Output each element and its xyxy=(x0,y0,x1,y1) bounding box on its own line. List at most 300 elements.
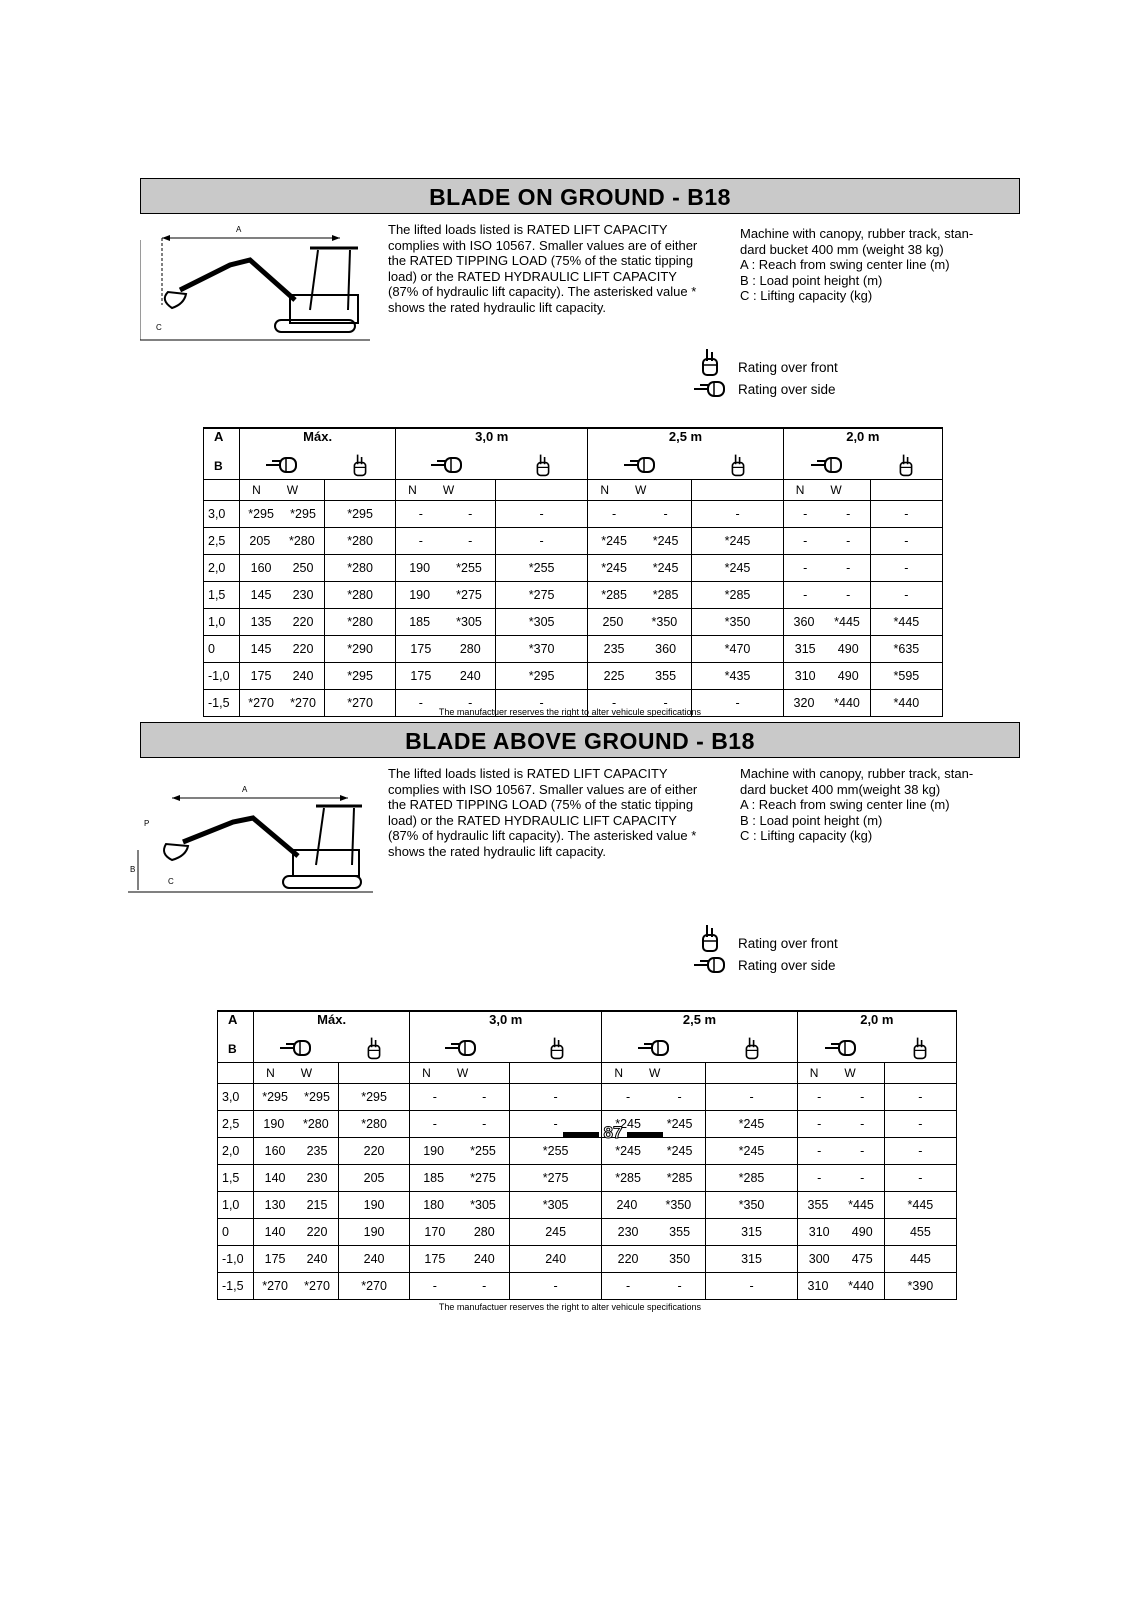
capacity-side-pair xyxy=(797,1138,884,1165)
header-max: Máx. xyxy=(240,428,396,453)
capacity-w: 220 xyxy=(292,642,314,656)
capacity-n: - xyxy=(803,507,808,521)
capacity-w: 360 xyxy=(655,642,677,656)
capacity-front: *255 xyxy=(495,555,587,582)
table-row xyxy=(204,609,943,636)
capacity-side-pair xyxy=(254,1084,339,1111)
capacity-front: 190 xyxy=(339,1192,410,1219)
capacity-n: 190 xyxy=(423,1144,445,1158)
rating-front-icon xyxy=(690,351,730,373)
capacity-w: 235 xyxy=(306,1144,328,1158)
capacity-n: *245 xyxy=(615,1144,641,1158)
capacity-front: *295 xyxy=(495,663,587,690)
header-b: B xyxy=(218,1036,254,1063)
capacity-w: - xyxy=(846,507,851,521)
capacity-n: 175 xyxy=(424,1252,446,1266)
capacity-side-pair xyxy=(783,555,870,582)
capacity-w: *295 xyxy=(290,507,316,521)
load-height: 1,5 xyxy=(218,1165,254,1192)
rating-front-icon xyxy=(349,453,371,480)
capacity-n: 135 xyxy=(250,615,272,629)
capacity-front: - xyxy=(706,1273,797,1300)
capacity-front: - xyxy=(692,501,783,528)
capacity-front: - xyxy=(509,1084,601,1111)
rating-side-icon xyxy=(636,1038,672,1061)
capacity-n: 310 xyxy=(808,1225,830,1239)
n-label: N xyxy=(266,1066,275,1080)
capacity-side-pair xyxy=(254,1246,339,1273)
w-label: W xyxy=(830,483,842,497)
header-icons-max xyxy=(254,1036,410,1063)
load-height: 1,0 xyxy=(204,609,240,636)
w-label: W xyxy=(286,483,299,497)
load-height: 0 xyxy=(218,1219,254,1246)
capacity-w: *275 xyxy=(456,588,482,602)
capacity-w: - xyxy=(482,1279,487,1293)
capacity-front: *285 xyxy=(692,582,783,609)
capacity-n: 175 xyxy=(410,642,432,656)
capacity-side-pair xyxy=(254,1219,339,1246)
load-height: 3,0 xyxy=(204,501,240,528)
capacity-n: 310 xyxy=(807,1279,829,1293)
capacity-front: *390 xyxy=(884,1273,956,1300)
capacity-n: 175 xyxy=(410,669,432,683)
header-2m: 2,0 m xyxy=(797,1011,956,1036)
w-label: W xyxy=(649,1066,661,1080)
label-b: B xyxy=(130,865,136,874)
capacity-n: 235 xyxy=(603,642,625,656)
capacity-w: 280 xyxy=(473,1225,495,1239)
capacity-front: - xyxy=(870,582,942,609)
load-height: 2,0 xyxy=(218,1138,254,1165)
capacity-n: - xyxy=(612,507,617,521)
machine-description: Machine with canopy, rubber track, stan- dard bucket 400 mm(weight 38 kg) A : Reach from swing center line (m) B : Load point height (m) C : Lifting capacity (kg) xyxy=(740,766,974,843)
capacity-w: 215 xyxy=(306,1198,328,1212)
legend-front xyxy=(690,347,838,377)
footnote-specifications: The manufactuer reserves the right to alter vehicule specifications xyxy=(438,1302,702,1312)
capacity-side-pair xyxy=(588,555,692,582)
capacity-n: 205 xyxy=(249,534,271,548)
capacity-w: 250 xyxy=(292,561,314,575)
capacity-n: 190 xyxy=(409,561,431,575)
rating-side-icon xyxy=(264,455,300,478)
capacity-n: 300 xyxy=(808,1252,830,1266)
capacity-side-pair xyxy=(240,582,325,609)
capacity-side-pair xyxy=(396,501,496,528)
rating-side-icon xyxy=(690,954,730,976)
lift-capacity-description: The lifted loads listed is RATED LIFT CAPACITY complies with ISO 10567. Smaller values are of either the RATED TIPPING LOAD (75% of the static tipping load) or the RATED HYDRAULIC LIFT CAPACITY (87% of hydraulic lift capacity). The asterisked value * shows the rated hydraulic lift capacity. xyxy=(388,222,698,315)
capacity-side-pair xyxy=(797,1084,884,1111)
capacity-side-pair xyxy=(396,555,496,582)
capacity-side-pair xyxy=(254,1111,339,1138)
capacity-front: *245 xyxy=(692,555,783,582)
capacity-side-pair xyxy=(783,501,870,528)
capacity-side-pair xyxy=(240,690,325,717)
capacity-n: 250 xyxy=(602,615,624,629)
capacity-w: - xyxy=(846,534,851,548)
capacity-w: *275 xyxy=(470,1171,496,1185)
capacity-front: *635 xyxy=(870,636,942,663)
rating-legend xyxy=(690,347,838,401)
table-row xyxy=(204,636,943,663)
capacity-front: - xyxy=(495,528,587,555)
capacity-front: - xyxy=(870,501,942,528)
capacity-w: - xyxy=(846,561,851,575)
capacity-n: - xyxy=(803,534,808,548)
capacity-w: - xyxy=(482,1117,487,1131)
capacity-w: *295 xyxy=(304,1090,330,1104)
capacity-side-pair xyxy=(410,1246,510,1273)
nw-header-2-5m xyxy=(602,1063,706,1084)
n-label: N xyxy=(600,483,609,497)
nw-header-2m xyxy=(797,1063,884,1084)
load-height: -1,5 xyxy=(204,690,240,717)
rating-front-icon xyxy=(741,1036,763,1063)
header-icons-2m xyxy=(783,453,942,480)
capacity-front: *350 xyxy=(706,1192,797,1219)
capacity-n: *295 xyxy=(262,1090,288,1104)
capacity-front: 220 xyxy=(339,1138,410,1165)
capacity-n: 145 xyxy=(250,642,272,656)
load-height: -1,5 xyxy=(218,1273,254,1300)
capacity-n: *245 xyxy=(601,534,627,548)
table-row xyxy=(204,555,943,582)
capacity-front: - xyxy=(884,1165,956,1192)
capacity-w: *280 xyxy=(302,1117,329,1131)
capacity-side-pair xyxy=(254,1192,339,1219)
capacity-side-pair xyxy=(797,1219,884,1246)
capacity-w: - xyxy=(860,1090,865,1104)
capacity-n: - xyxy=(612,696,617,710)
capacity-n: 160 xyxy=(250,561,272,575)
table-row xyxy=(218,1084,957,1111)
capacity-w: *350 xyxy=(665,1198,692,1212)
load-height: 2,5 xyxy=(204,528,240,555)
capacity-n: *285 xyxy=(601,588,627,602)
w-label: W xyxy=(844,1066,856,1080)
header-2-5m: 2,5 m xyxy=(602,1011,797,1036)
rating-front-icon xyxy=(363,1036,385,1063)
header-icons-2-5m xyxy=(602,1036,797,1063)
capacity-w: 355 xyxy=(655,669,677,683)
capacity-n: *295 xyxy=(248,507,274,521)
capacity-front: - xyxy=(692,690,783,717)
capacity-side-pair xyxy=(396,609,496,636)
capacity-side-pair xyxy=(588,609,692,636)
capacity-side-pair xyxy=(797,1246,884,1273)
section-title-blade-above-ground: BLADE ABOVE GROUND - B18 xyxy=(140,722,1020,758)
section-title-blade-on-ground: BLADE ON GROUND - B18 xyxy=(140,178,1020,214)
capacity-front: 240 xyxy=(509,1246,601,1273)
capacity-front: *435 xyxy=(692,663,783,690)
lift-capacity-table-blade-above-ground xyxy=(217,1010,957,1300)
capacity-w: - xyxy=(860,1171,865,1185)
capacity-side-pair xyxy=(396,663,496,690)
capacity-n: 360 xyxy=(793,615,815,629)
capacity-n: 190 xyxy=(409,588,431,602)
legend-front-label: Rating over front xyxy=(738,359,838,375)
capacity-side-pair xyxy=(602,1084,706,1111)
n-label: N xyxy=(795,483,805,497)
capacity-n: 225 xyxy=(603,669,625,683)
capacity-w: 220 xyxy=(306,1225,328,1239)
table-row xyxy=(218,1246,957,1273)
capacity-w: *245 xyxy=(652,534,679,548)
header-icons-2m xyxy=(797,1036,956,1063)
capacity-side-pair xyxy=(602,1246,706,1273)
capacity-n: - xyxy=(626,1090,631,1104)
capacity-side-pair xyxy=(588,636,692,663)
capacity-w: 490 xyxy=(851,1225,873,1239)
capacity-w: *305 xyxy=(470,1198,496,1212)
capacity-side-pair xyxy=(254,1138,339,1165)
capacity-n: 140 xyxy=(264,1171,286,1185)
capacity-n: 320 xyxy=(793,696,815,710)
capacity-n: 140 xyxy=(264,1225,286,1239)
capacity-w: - xyxy=(677,1090,682,1104)
capacity-side-pair xyxy=(410,1165,510,1192)
capacity-w: 240 xyxy=(459,669,481,683)
nw-header-max xyxy=(254,1063,339,1084)
capacity-front: *255 xyxy=(509,1138,601,1165)
capacity-w: *305 xyxy=(456,615,482,629)
rating-front-icon xyxy=(895,453,917,480)
capacity-w: 355 xyxy=(669,1225,691,1239)
n-label: N xyxy=(252,483,261,497)
capacity-n: - xyxy=(418,534,423,548)
capacity-n: - xyxy=(418,696,423,710)
capacity-n: 185 xyxy=(423,1171,445,1185)
capacity-front: *280 xyxy=(325,609,396,636)
capacity-front: 245 xyxy=(509,1219,601,1246)
capacity-side-pair xyxy=(410,1273,510,1300)
w-label: W xyxy=(442,483,455,497)
capacity-w: 475 xyxy=(851,1252,873,1266)
header-icons-3m xyxy=(410,1036,602,1063)
capacity-side-pair xyxy=(240,636,325,663)
header-icons-3m xyxy=(396,453,588,480)
w-label: W xyxy=(456,1066,469,1080)
capacity-front: - xyxy=(884,1111,956,1138)
capacity-n: *270 xyxy=(262,1279,288,1293)
nw-header-3m xyxy=(410,1063,510,1084)
capacity-front: *370 xyxy=(495,636,587,663)
capacity-front: *245 xyxy=(706,1138,797,1165)
rating-side-icon xyxy=(429,455,465,478)
capacity-front: *350 xyxy=(692,609,783,636)
w-label: W xyxy=(300,1066,313,1080)
table-row xyxy=(204,528,943,555)
load-height: 1,0 xyxy=(218,1192,254,1219)
capacity-side-pair xyxy=(410,1219,510,1246)
load-height: -1,0 xyxy=(218,1246,254,1273)
capacity-w: *245 xyxy=(652,561,679,575)
capacity-side-pair xyxy=(396,582,496,609)
header-icons-2-5m xyxy=(588,453,783,480)
capacity-front: 240 xyxy=(339,1246,410,1273)
page-number-text: 87 xyxy=(603,1123,623,1142)
capacity-front: - xyxy=(495,501,587,528)
capacity-n: *245 xyxy=(601,561,627,575)
capacity-w: - xyxy=(663,507,668,521)
label-a: A xyxy=(242,785,248,794)
capacity-w: *255 xyxy=(456,561,482,575)
capacity-side-pair xyxy=(254,1165,339,1192)
capacity-n: 130 xyxy=(264,1198,286,1212)
capacity-w: *270 xyxy=(304,1279,330,1293)
label-p: P xyxy=(144,819,150,828)
legend-side xyxy=(690,953,838,977)
capacity-n: 180 xyxy=(423,1198,445,1212)
capacity-front: *295 xyxy=(325,501,396,528)
capacity-w: 230 xyxy=(306,1171,328,1185)
capacity-front: *445 xyxy=(884,1192,956,1219)
table-row xyxy=(204,582,943,609)
n-label: N xyxy=(422,1066,431,1080)
capacity-side-pair xyxy=(410,1111,510,1138)
capacity-side-pair xyxy=(410,1138,510,1165)
excavator-diagram-blade-above-ground xyxy=(128,780,373,905)
capacity-w: - xyxy=(860,1117,865,1131)
capacity-w: *255 xyxy=(470,1144,496,1158)
nw-header-3m xyxy=(396,480,496,501)
legend-front xyxy=(690,923,838,953)
capacity-w: 490 xyxy=(837,642,859,656)
label-c: C xyxy=(156,323,162,332)
capacity-w: *445 xyxy=(848,1198,874,1212)
load-height: 2,5 xyxy=(218,1111,254,1138)
capacity-side-pair xyxy=(783,663,870,690)
capacity-w: 240 xyxy=(306,1252,328,1266)
capacity-n: 160 xyxy=(264,1144,286,1158)
excavator-diagram-blade-on-ground xyxy=(140,220,370,345)
capacity-w: 350 xyxy=(669,1252,691,1266)
capacity-front: *270 xyxy=(339,1273,410,1300)
capacity-w: *280 xyxy=(288,534,315,548)
capacity-n: 185 xyxy=(409,615,431,629)
capacity-side-pair xyxy=(588,663,692,690)
capacity-front: - xyxy=(706,1084,797,1111)
capacity-side-pair xyxy=(602,1192,706,1219)
header-2-5m: 2,5 m xyxy=(588,428,783,453)
capacity-side-pair xyxy=(602,1273,706,1300)
capacity-w: *440 xyxy=(834,696,860,710)
capacity-front: - xyxy=(509,1273,601,1300)
capacity-front: *295 xyxy=(339,1084,410,1111)
rating-side-icon xyxy=(622,455,658,478)
capacity-side-pair xyxy=(588,501,692,528)
capacity-w: - xyxy=(663,696,668,710)
capacity-n: - xyxy=(817,1117,822,1131)
table-row xyxy=(218,1219,957,1246)
rating-front-icon xyxy=(690,927,730,949)
capacity-front: 190 xyxy=(339,1219,410,1246)
legend-side-label: Rating over side xyxy=(738,381,836,397)
capacity-n: 355 xyxy=(807,1198,829,1212)
capacity-side-pair xyxy=(240,663,325,690)
capacity-front: - xyxy=(884,1138,956,1165)
capacity-n: - xyxy=(432,1090,437,1104)
capacity-front: *280 xyxy=(339,1111,410,1138)
capacity-side-pair xyxy=(797,1111,884,1138)
header-2m: 2,0 m xyxy=(783,428,942,453)
capacity-side-pair xyxy=(797,1273,884,1300)
label-a: A xyxy=(236,225,242,234)
capacity-n: 230 xyxy=(617,1225,639,1239)
n-label: N xyxy=(809,1066,819,1080)
legend-side-label: Rating over side xyxy=(738,957,836,973)
capacity-front: *285 xyxy=(706,1165,797,1192)
capacity-front: *280 xyxy=(325,555,396,582)
capacity-front: 315 xyxy=(706,1246,797,1273)
capacity-side-pair xyxy=(410,1084,510,1111)
header-max: Máx. xyxy=(254,1011,410,1036)
capacity-front: *295 xyxy=(325,663,396,690)
capacity-w: *445 xyxy=(834,615,860,629)
capacity-n: 240 xyxy=(616,1198,638,1212)
rating-side-icon xyxy=(809,455,845,478)
capacity-n: - xyxy=(432,1279,437,1293)
legend-front-label: Rating over front xyxy=(738,935,838,951)
capacity-w: *350 xyxy=(651,615,678,629)
capacity-side-pair xyxy=(396,636,496,663)
capacity-w: 240 xyxy=(473,1252,495,1266)
capacity-front: 445 xyxy=(884,1246,956,1273)
load-height: 3,0 xyxy=(218,1084,254,1111)
rating-side-icon xyxy=(690,378,730,400)
capacity-n: 220 xyxy=(617,1252,639,1266)
capacity-front: *275 xyxy=(509,1165,601,1192)
machine-description: Machine with canopy, rubber track, stan- dard bucket 400 mm (weight 38 kg) A : Reach from swing center line (m) B : Load point height (m) C : Lifting capacity (kg) xyxy=(740,226,974,303)
label-c: C xyxy=(168,877,174,886)
capacity-n: 190 xyxy=(263,1117,285,1131)
load-height: 0 xyxy=(204,636,240,663)
capacity-side-pair xyxy=(588,528,692,555)
rating-front-icon xyxy=(727,453,749,480)
capacity-front: - xyxy=(495,690,587,717)
capacity-w: - xyxy=(468,696,473,710)
capacity-w: - xyxy=(860,1144,865,1158)
header-b: B xyxy=(204,453,240,480)
capacity-n: - xyxy=(626,1279,631,1293)
header-a: A xyxy=(204,428,240,453)
capacity-front: 455 xyxy=(884,1219,956,1246)
header-a: A xyxy=(218,1011,254,1036)
load-height: 2,0 xyxy=(204,555,240,582)
capacity-w: 490 xyxy=(837,669,859,683)
capacity-n: 170 xyxy=(424,1225,446,1239)
load-height: -1,0 xyxy=(204,663,240,690)
capacity-w: *285 xyxy=(652,588,679,602)
capacity-front: *440 xyxy=(870,690,942,717)
capacity-front: *245 xyxy=(706,1111,797,1138)
capacity-front: 205 xyxy=(339,1165,410,1192)
capacity-side-pair xyxy=(797,1192,884,1219)
capacity-side-pair xyxy=(783,528,870,555)
footnote-specifications: The manufactuer reserves the right to alter vehicule specifications xyxy=(438,707,702,717)
capacity-front: *270 xyxy=(325,690,396,717)
capacity-w: - xyxy=(846,588,851,602)
n-label: N xyxy=(408,483,417,497)
rating-side-icon xyxy=(443,1038,479,1061)
capacity-front: *305 xyxy=(495,609,587,636)
capacity-w: *440 xyxy=(848,1279,874,1293)
capacity-side-pair xyxy=(797,1165,884,1192)
capacity-n: 175 xyxy=(264,1252,286,1266)
rating-legend xyxy=(690,923,838,977)
capacity-n: - xyxy=(817,1144,822,1158)
capacity-n: - xyxy=(432,1117,437,1131)
